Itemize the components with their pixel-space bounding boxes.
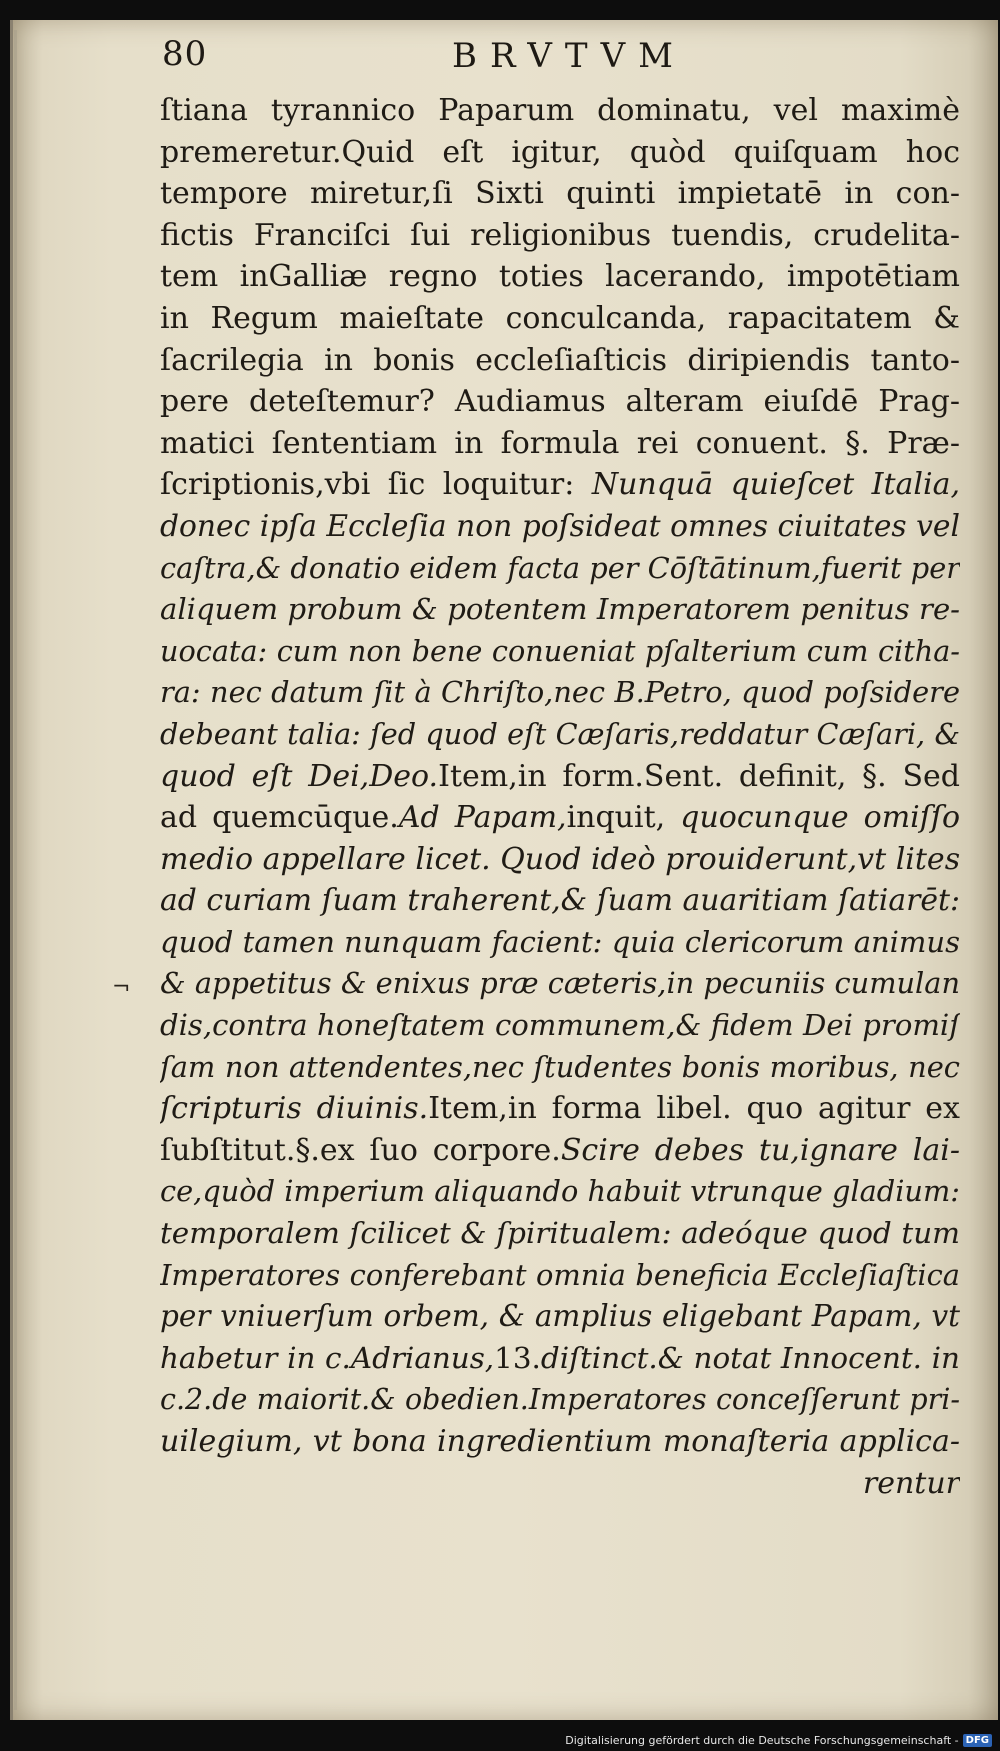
page-gutter-edge <box>14 30 17 1710</box>
roman-segment: Item,in form.Sent. definit, §. Sed <box>438 758 960 794</box>
italic-segment: Ad Papam, <box>398 800 567 836</box>
text-line <box>160 1296 960 1338</box>
italic-segment: rentur <box>862 1465 960 1501</box>
roman-segment: premeretur.Quid eſt igitur, quòd quiſquam hoc <box>160 134 960 170</box>
text-line <box>160 1255 960 1297</box>
text-line <box>160 506 960 548</box>
dfg-logo-icon: DFG <box>963 1734 992 1747</box>
page-number: 80 <box>162 34 208 74</box>
text-line <box>160 1379 960 1421</box>
italic-segment: ra: nec datum ſit à Chriſto,nec B.Petro, quod poſsidere <box>160 675 960 710</box>
italic-segment: ad curiam ſuam traherent,& ſuam auaritiam ſatiarēt: <box>160 883 960 919</box>
italic-segment: uilegium, vt bona ingredientium monaſteria applica- <box>160 1424 960 1459</box>
text-line <box>160 797 960 839</box>
roman-segment: ſtiana tyrannico Paparum dominatu, vel maximè <box>160 93 960 128</box>
roman-segment: Item,in forma libel. quo agitur ex <box>428 1091 960 1127</box>
italic-segment: dis,contra honeſtatem communem,& fidem Dei promiſ <box>160 1008 960 1043</box>
body-text <box>160 90 960 1504</box>
text-line <box>160 1005 960 1047</box>
roman-segment: fictis Franciſci ſui religionibus tuendis, crudelita- <box>160 217 960 253</box>
page-header <box>162 34 742 84</box>
text-line <box>160 173 960 215</box>
roman-segment: 13. <box>494 1340 541 1375</box>
text-line <box>160 672 960 714</box>
roman-segment: tem inGalliæ regno toties lacerando, impotētiam <box>160 259 960 295</box>
text-line <box>160 1047 960 1089</box>
text-line <box>160 714 960 756</box>
text-line <box>160 631 960 673</box>
margin-mark: ¬ <box>112 975 131 1000</box>
text-line <box>160 298 960 340</box>
digitization-footer <box>565 1734 992 1747</box>
italic-segment: donec ipſa Eccleſia non poſsideat omnes ciuitates vel <box>160 508 960 544</box>
text-line <box>160 963 960 1005</box>
text-line <box>160 922 960 964</box>
text-line <box>160 756 960 798</box>
italic-segment: c.2.de maiorit.& obedien.Imperatores conceſſerunt pri- <box>160 1383 960 1417</box>
italic-segment: aliquem probum & potentem Imperatorem penitus re- <box>160 592 960 627</box>
italic-segment: quod tamen nunquam facient: quia clericorum animus <box>160 924 960 959</box>
italic-segment: debeant talia: ſed quod eſt Cæſaris,reddatur Cæſari, & <box>160 716 960 751</box>
text-line <box>160 256 960 298</box>
text-line <box>160 1130 960 1172</box>
italic-segment: temporalem ſcilicet & ſpiritualem: adeóque quod tum <box>160 1216 960 1251</box>
roman-segment: inquit, <box>566 800 681 836</box>
italic-segment: & appetitus & enixus præ cæteris,in pecuniis cumulan <box>160 966 960 1001</box>
roman-segment: in Regum maieſtate conculcanda, rapacitatem & <box>160 300 960 336</box>
roman-segment: tempore miretur,ſi Sixti quinti impietatē in con- <box>160 176 960 212</box>
italic-segment: Imperatores conferebant omnia beneficia Eccleſiaſtica <box>160 1257 960 1292</box>
italic-segment: Scire debes tu,ignare lai- <box>560 1132 960 1168</box>
text-line <box>160 839 960 881</box>
roman-segment: ad quemcūque. <box>160 800 399 836</box>
text-line <box>160 1088 960 1130</box>
text-line <box>160 589 960 631</box>
text-line <box>160 880 960 922</box>
roman-segment: ſacrilegia in bonis eccleſiaſticis diripiendis tanto- <box>160 342 960 378</box>
roman-segment: ſubſtitut.§.ex ſuo corpore. <box>160 1132 561 1168</box>
text-line <box>160 1213 960 1255</box>
italic-segment: Nunquā quieſcet Italia, <box>591 467 960 503</box>
text-line <box>160 90 960 132</box>
italic-segment: ce,quòd imperium aliquando habuit vtrunque gladium: <box>160 1174 960 1209</box>
italic-segment: uocata: cum non bene conueniat pſalterium cum citha- <box>160 633 960 668</box>
text-line <box>160 1338 960 1380</box>
italic-segment: quod eſt Dei,Deo. <box>160 758 439 794</box>
text-line <box>160 381 960 423</box>
italic-segment: diſtinct.& notat Innocent. in <box>540 1340 960 1375</box>
text-line <box>160 423 960 465</box>
roman-segment: ſcriptionis,vbi ſic loquitur: <box>160 467 592 503</box>
text-line <box>160 215 960 257</box>
italic-segment: quocunque omiſſo <box>680 800 960 836</box>
roman-segment: matici ſententiam in formula rei conuent. §. Præ- <box>160 425 960 461</box>
italic-segment: ſcripturis diuinis. <box>160 1091 429 1127</box>
italic-segment: medio appellare licet. Quod ideò prouiderunt,vt lites <box>160 841 960 877</box>
italic-segment: caſtra,& donatio eidem facta per Cōſtātinum,fuerit per <box>160 550 960 585</box>
italic-segment: per vniuerſum orbem, & amplius eligebant Papam, vt <box>160 1299 960 1334</box>
text-line <box>160 1421 960 1463</box>
roman-segment: pere deteſtemur? Audiamus alteram eiuſdē Prag- <box>160 384 960 420</box>
text-line <box>160 464 960 506</box>
text-line <box>160 1463 960 1505</box>
footer-credit: Digitalisierung gefördert durch die Deutsche Forschungsgemeinschaft - <box>565 1734 959 1747</box>
text-line <box>160 340 960 382</box>
italic-segment: habetur in c.Adrianus, <box>160 1340 495 1375</box>
text-line <box>160 1171 960 1213</box>
italic-segment: ſam non attendentes,nec ſtudentes bonis moribus, nec <box>160 1049 960 1084</box>
text-line <box>160 548 960 590</box>
running-head: BRVTVM <box>452 36 686 76</box>
text-line <box>160 132 960 174</box>
